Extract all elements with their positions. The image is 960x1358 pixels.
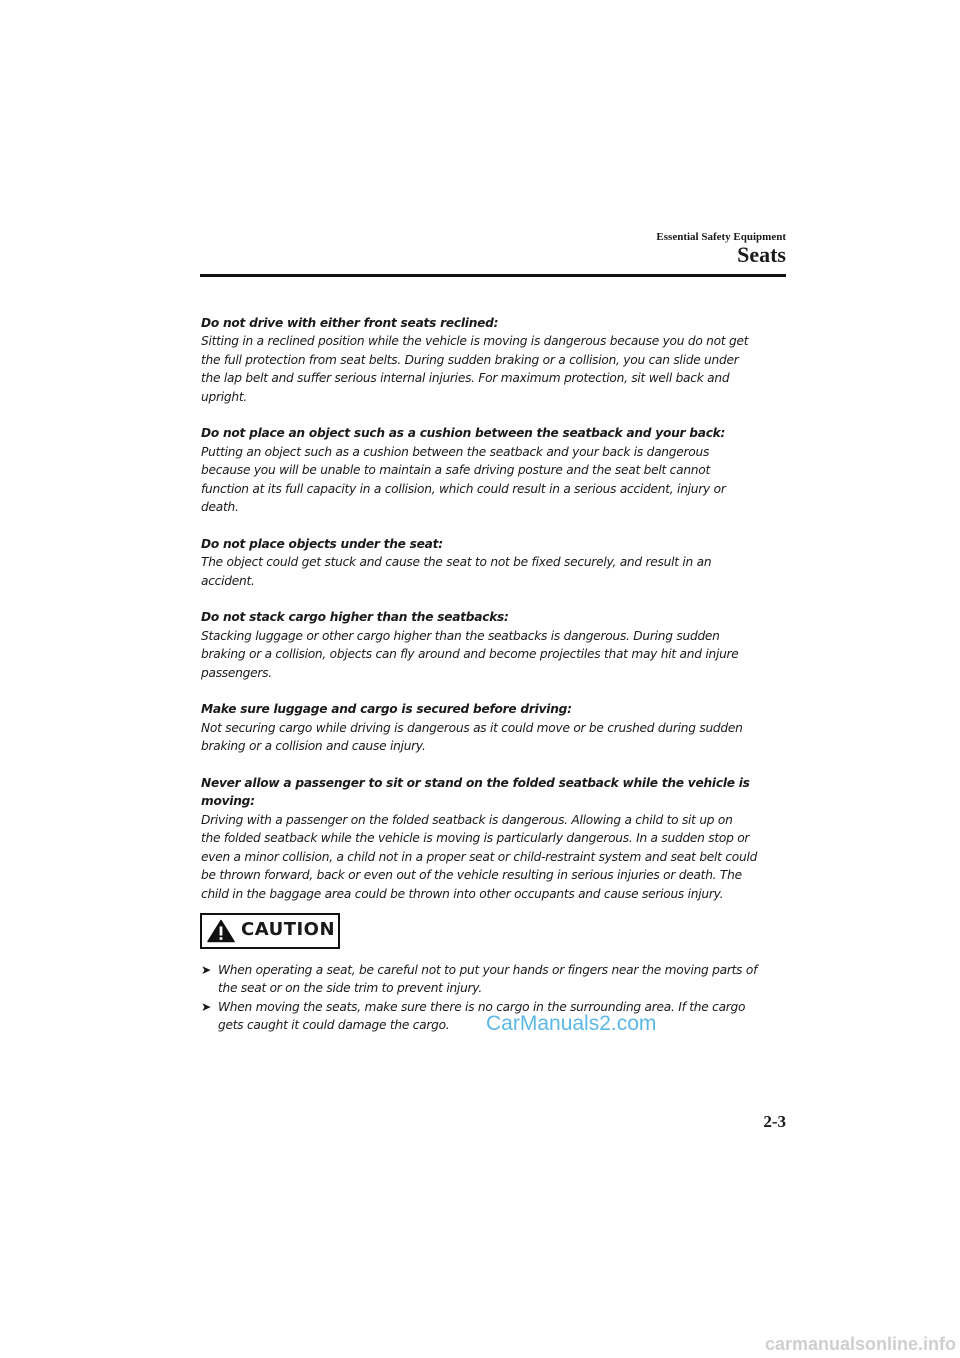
header-section-title: Essential Safety Equipment <box>656 231 786 243</box>
warning-body: Sitting in a reclined position while the vehicle is moving is dangerous because you do not get the full protection from seat belts. During sudden braking or a collision, you can slide under the lap belt and suffer serious internal injuries. For maximum protection, sit well back and upright. <box>201 334 749 404</box>
arrow-bullet-icon: ➤ <box>201 999 211 1014</box>
caution-box <box>200 913 340 949</box>
warning-block <box>201 774 791 903</box>
caution-label: CAUTION <box>241 919 336 940</box>
page-title: Seats <box>737 242 786 267</box>
warning-block <box>201 314 791 406</box>
warning-heading: Do not drive with either front seats reclined: <box>201 316 499 330</box>
warning-heading: Do not place an object such as a cushion between the seatback and your back: <box>201 426 726 441</box>
warning-heading: Never allow a passenger to sit or stand on the folded seatback while the vehicle is moving: <box>201 776 750 809</box>
warning-body: Stacking luggage or other cargo higher than the seatbacks is dangerous. During sudden braking or a collision, objects can fly around and become projectiles that may hit and injure passengers. <box>201 628 739 680</box>
header-rule <box>200 274 786 277</box>
warning-block <box>201 700 791 755</box>
warning-heading: Do not place objects under the seat: <box>201 536 443 551</box>
warning-content <box>201 314 791 921</box>
warning-body: The object could get stuck and cause the seat to not be fixed securely, and result in an accident. <box>201 555 712 588</box>
page-number: 2-3 <box>763 1112 786 1131</box>
arrow-bullet-icon: ➤ <box>201 963 211 977</box>
warning-heading: Make sure luggage and cargo is secured before driving: <box>201 702 572 717</box>
warning-block <box>201 535 791 590</box>
caution-item-text: When operating a seat, be careful not to put your hands or fingers near the moving parts of the seat or on the side trim to prevent injury. <box>218 963 758 996</box>
site-watermark: carmanualsonline.info <box>764 1334 956 1354</box>
watermark: CarManuals2.com <box>486 1012 657 1035</box>
list-item <box>201 961 793 998</box>
warning-body: Putting an object such as a cushion between the seatback and your back is dangerous because you will be unable to maintain a safe driving posture and the seat belt cannot function at its full capacity in a collision, which could result in a serious accident, injury or death. <box>201 444 726 515</box>
warning-body: Not securing cargo while driving is dangerous as it could move or be crushed during sudden braking or a collision and cause injury. <box>201 720 743 754</box>
warning-triangle-icon <box>207 919 235 943</box>
caution-item-text: When moving the seats, make sure there is no cargo in the surrounding area. If the cargo gets caught it could damage the cargo. <box>218 999 746 1033</box>
warning-block <box>201 608 791 682</box>
warning-heading: Do not stack cargo higher than the seatbacks: <box>201 610 509 625</box>
warning-body: Driving with a passenger on the folded seatback is dangerous. Allowing a child to sit up on the folded seatback while the vehicle is moving is particularly dangerous. In a sudden stop or even a minor collision, a child not in a proper seat or child-restraint system and seat belt could be thrown forward, back or even out of the vehicle resulting in serious injuries or death. The child in the baggage area could be thrown into other occupants and cause serious injury. <box>201 812 758 901</box>
warning-block <box>201 424 791 516</box>
